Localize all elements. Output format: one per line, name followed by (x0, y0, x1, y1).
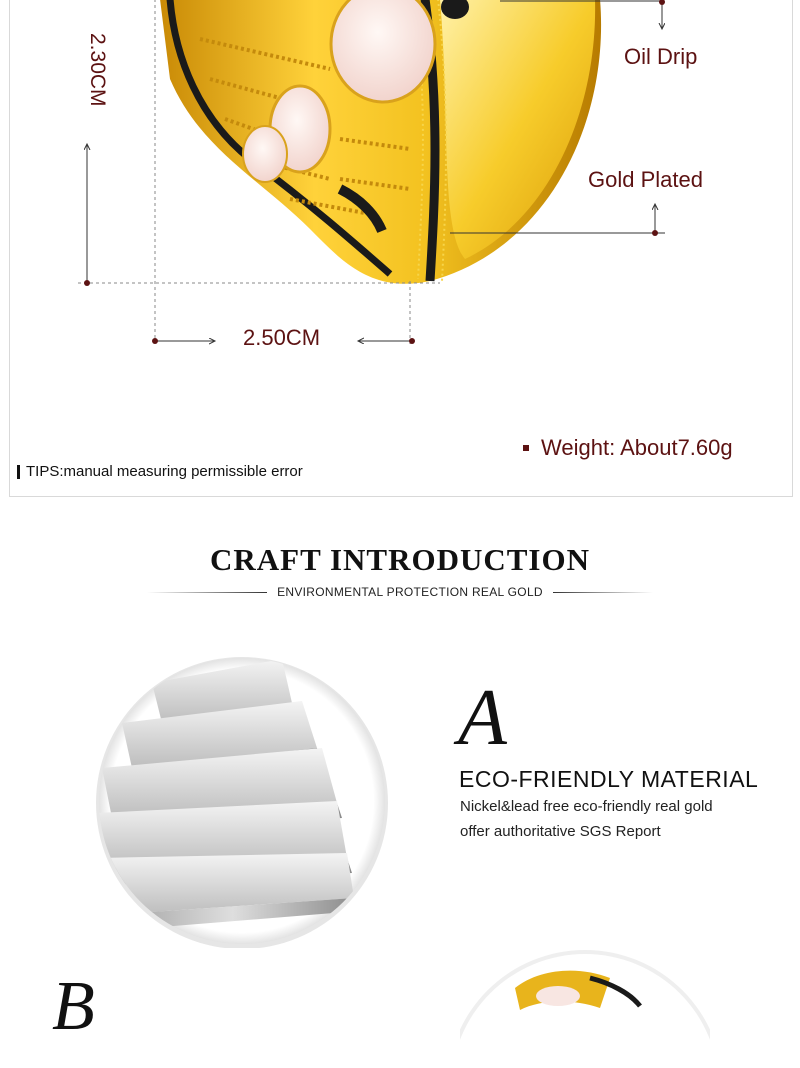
next-feature-image (460, 948, 710, 1068)
weight-text: Weight: About7.60g (541, 435, 733, 460)
feature-letter-a: A (458, 674, 507, 762)
section-subtitle-row (0, 585, 800, 599)
section-subtitle: ENVIRONMENTAL PROTECTION REAL GOLD (277, 585, 543, 599)
tips-bar-icon (17, 465, 20, 479)
feature-letter-b: B (52, 968, 95, 1045)
ring-image (160, 0, 601, 284)
weight-row (523, 435, 733, 461)
bullet-icon (523, 445, 529, 451)
gold-plated-callout: Gold Plated (588, 167, 703, 192)
divider-left (147, 592, 267, 593)
feature-description-line-2: offer authoritative SGS Report (460, 823, 661, 840)
tips-row (17, 463, 303, 480)
ring-dimension-illustration (10, 0, 792, 496)
feature-title: ECO-FRIENDLY MATERIAL (459, 766, 759, 792)
section-title: CRAFT INTRODUCTION (210, 542, 590, 577)
height-measurement: 2.30CM (86, 33, 109, 107)
divider-right (553, 592, 653, 593)
feature-description-line-1: Nickel&lead free eco-friendly real gold (460, 798, 713, 815)
tips-text: TIPS:manual measuring permissible error (26, 463, 303, 480)
ring-spec-panel (9, 0, 793, 497)
oil-drip-callout: Oil Drip (624, 44, 698, 69)
width-measurement: 2.50CM (243, 325, 321, 350)
silver-bars-image (92, 653, 392, 948)
